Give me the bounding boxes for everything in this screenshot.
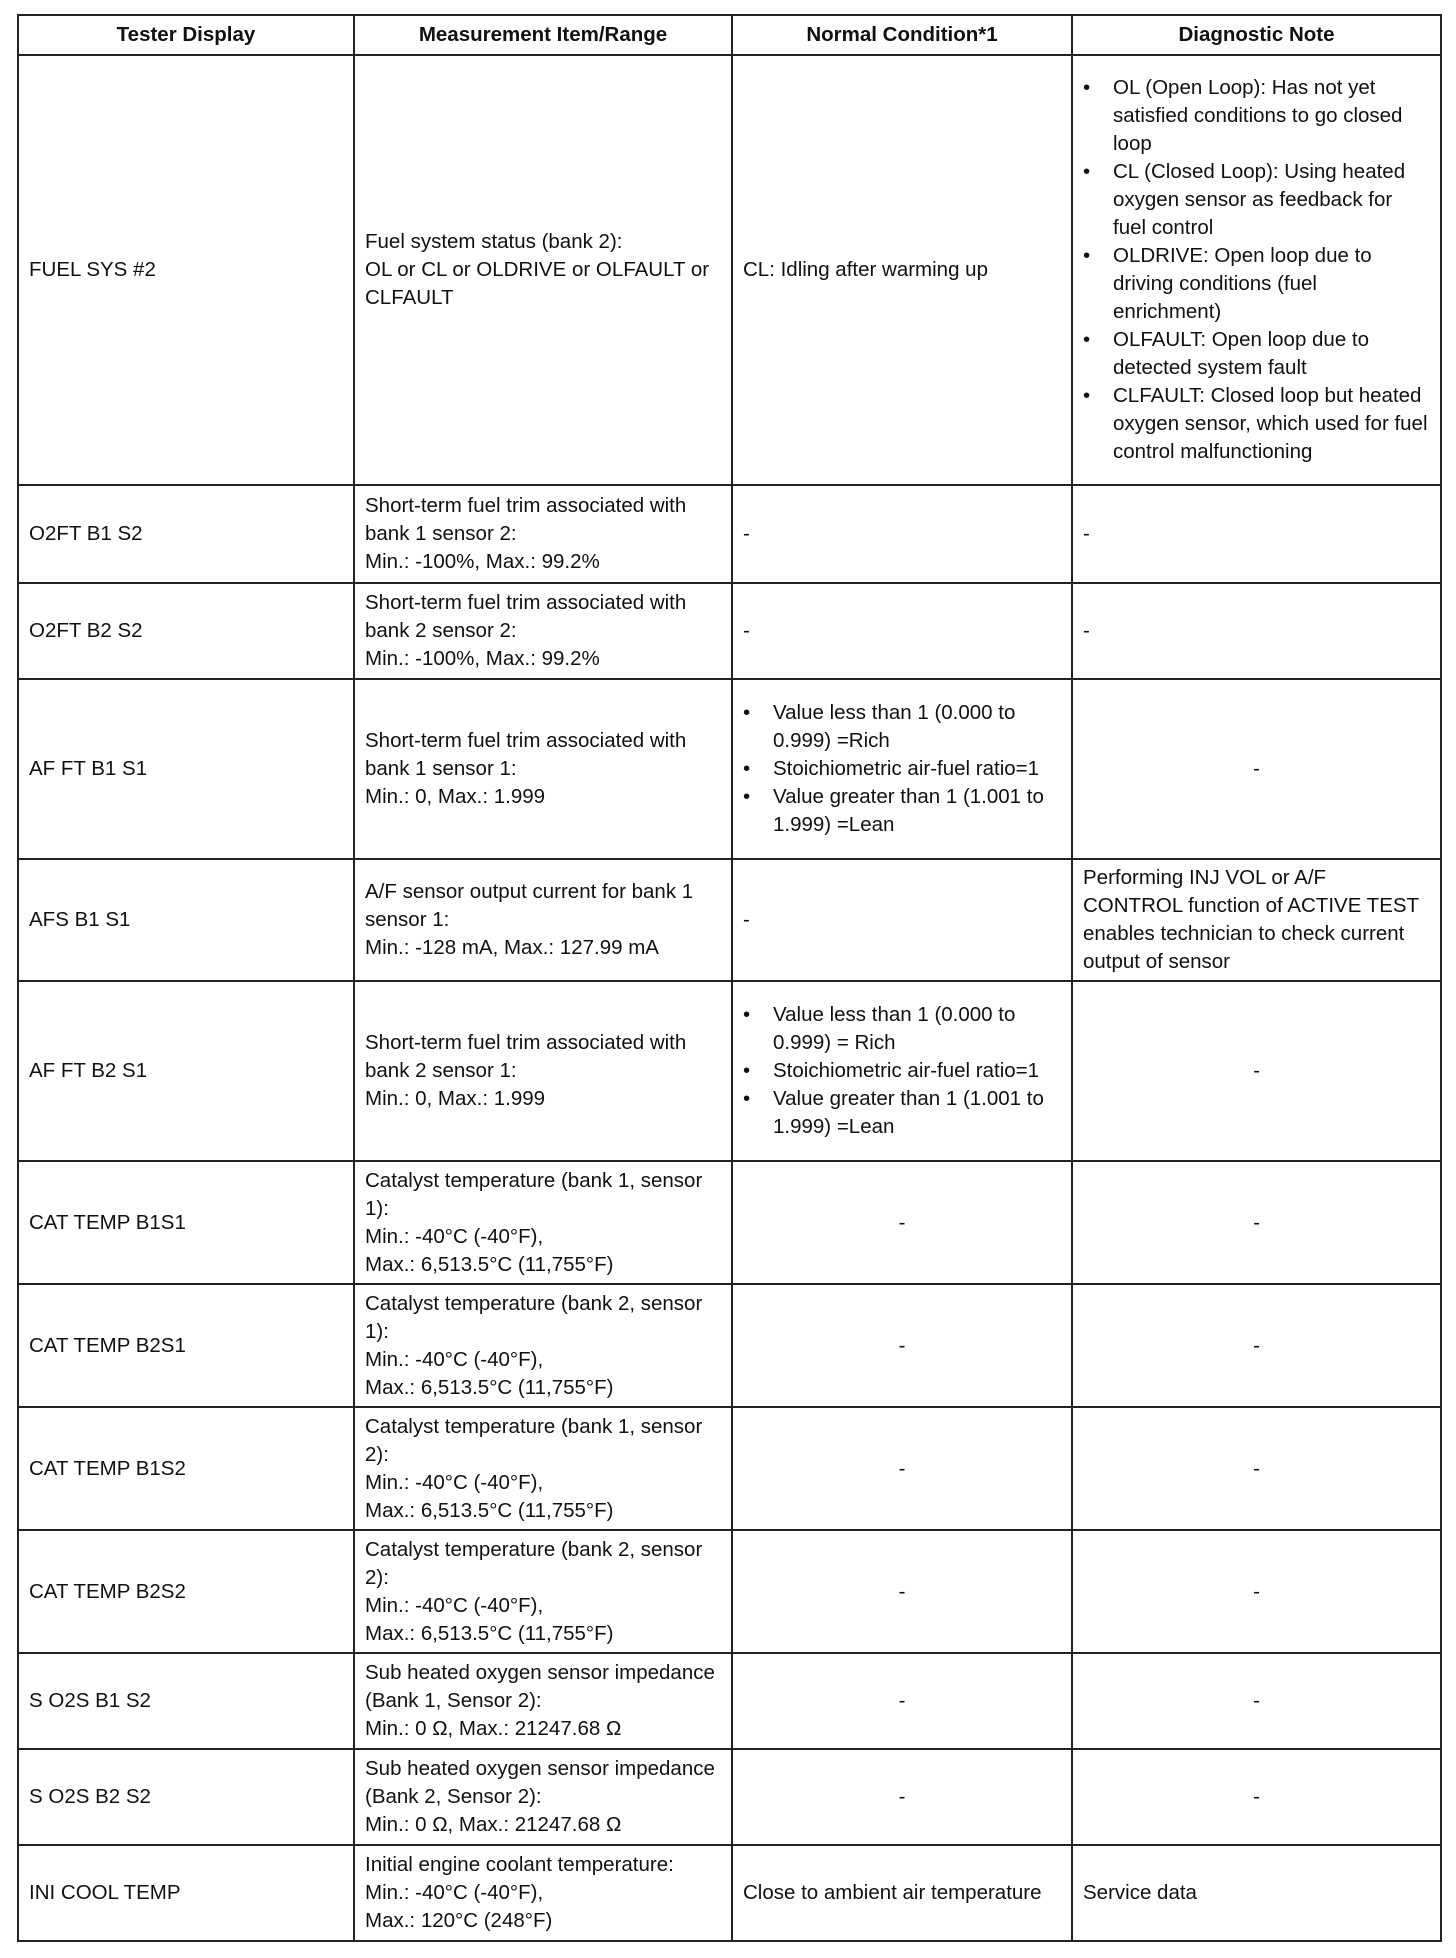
- normal-condition-cell: [732, 859, 1072, 981]
- normal-text: -: [898, 1210, 906, 1234]
- table-row: [18, 1284, 1441, 1407]
- tester-display-cell: S O2S B2 S2: [18, 1749, 354, 1845]
- tester-display-cell: CAT TEMP B1S1: [18, 1161, 354, 1284]
- header-measurement-item: Measurement Item/Range: [354, 15, 732, 55]
- normal-text: -: [898, 1579, 906, 1603]
- measurement-line: Min.: -40°C (-40°F),: [365, 1224, 544, 1248]
- measurement-line: Short-term fuel trim associated with bank 2 sensor 2:: [365, 591, 687, 642]
- note-text: Service data: [1083, 1881, 1197, 1904]
- bullet-item: • CL (Closed Loop): Using heated oxygen sensor as feedback for fuel control: [1113, 158, 1430, 242]
- table-row: [18, 1407, 1441, 1530]
- measurement-line: Catalyst temperature (bank 1, sensor 2):: [365, 1414, 703, 1466]
- measurement-cell: [354, 1749, 732, 1845]
- measurement-line: Min.: -100%, Max.: 99.2%: [365, 550, 600, 573]
- tester-display-cell: INI COOL TEMP: [18, 1845, 354, 1941]
- bullet-item: • Stoichiometric air-fuel ratio=1: [773, 755, 1061, 783]
- normal-text: Close to ambient air temperature: [743, 1881, 1042, 1904]
- measurement-line: Sub heated oxygen sensor impedance (Bank 1, Sensor 2):: [365, 1661, 715, 1712]
- table-row: [18, 859, 1441, 981]
- bullet-item: • Value greater than 1 (1.001 to 1.999) =Lean: [773, 1085, 1061, 1141]
- note-text: -: [1083, 522, 1090, 545]
- measurement-cell: [354, 1161, 732, 1284]
- note-text: -: [1253, 1059, 1260, 1082]
- normal-condition-cell: [732, 981, 1072, 1161]
- normal-text: CL: Idling after warming up: [743, 258, 988, 281]
- measurement-line: Short-term fuel trim associated with bank 2 sensor 1:: [365, 1031, 687, 1082]
- bullet-item: • Value less than 1 (0.000 to 0.999) = Rich: [773, 1001, 1061, 1057]
- measurement-line: Short-term fuel trim associated with bank 1 sensor 1:: [365, 729, 687, 780]
- measurement-line: Catalyst temperature (bank 1, sensor 1):: [365, 1168, 703, 1220]
- table-row: [18, 1749, 1441, 1845]
- note-text: -: [1253, 1579, 1260, 1603]
- normal-text: -: [898, 1333, 906, 1357]
- header-diagnostic-note: Diagnostic Note: [1072, 15, 1441, 55]
- diagnostic-note-cell: [1072, 1284, 1441, 1407]
- measurement-line: Catalyst temperature (bank 2, sensor 1):: [365, 1291, 703, 1343]
- measurement-line: Min.: 0 Ω, Max.: 21247.68 Ω: [365, 1717, 622, 1740]
- bullet-item: • OLDRIVE: Open loop due to driving conditions (fuel enrichment): [1113, 242, 1430, 326]
- tester-display-cell: CAT TEMP B2S1: [18, 1284, 354, 1407]
- measurement-cell: [354, 1653, 732, 1749]
- normal-bullet-list: [743, 1001, 1061, 1141]
- tester-display-cell: S O2S B1 S2: [18, 1653, 354, 1749]
- measurement-line: Min.: -40°C (-40°F),: [365, 1593, 544, 1617]
- normal-condition-cell: [732, 485, 1072, 583]
- normal-text: -: [743, 619, 750, 642]
- note-text: -: [1083, 619, 1090, 642]
- normal-condition-cell: [732, 1407, 1072, 1530]
- table-body: [18, 55, 1441, 1941]
- table-row: [18, 55, 1441, 485]
- diagnostic-note-cell: [1072, 679, 1441, 859]
- measurement-cell: [354, 679, 732, 859]
- bullet-item: • OLFAULT: Open loop due to detected system fault: [1113, 326, 1430, 382]
- table-row: [18, 1161, 1441, 1284]
- measurement-cell: [354, 1845, 732, 1941]
- header-normal-condition: Normal Condition*1: [732, 15, 1072, 55]
- bullet-item: • OL (Open Loop): Has not yet satisfied conditions to go closed loop: [1113, 74, 1430, 158]
- normal-condition-cell: [732, 1653, 1072, 1749]
- normal-condition-cell: [732, 1749, 1072, 1845]
- normal-text: -: [898, 1689, 906, 1712]
- measurement-cell: [354, 1284, 732, 1407]
- measurement-cell: [354, 1530, 732, 1653]
- measurement-line: Max.: 6,513.5°C (11,755°F): [365, 1498, 614, 1522]
- normal-text: -: [743, 522, 750, 545]
- measurement-cell: [354, 485, 732, 583]
- tester-display-cell: AFS B1 S1: [18, 859, 354, 981]
- note-text: -: [1253, 1456, 1260, 1480]
- measurement-line: Max.: 6,513.5°C (11,755°F): [365, 1375, 614, 1399]
- tester-display-cell: CAT TEMP B2S2: [18, 1530, 354, 1653]
- note-bullet-list: [1083, 74, 1430, 466]
- table-header-row: [18, 15, 1441, 55]
- measurement-line: Min.: 0, Max.: 1.999: [365, 1087, 546, 1110]
- measurement-line: Min.: -40°C (-40°F),: [365, 1470, 544, 1494]
- note-text: Performing INJ VOL or A/F CONTROL function of ACTIVE TEST enables technician to check current output of sensor: [1083, 866, 1419, 973]
- diagnostic-note-cell: [1072, 1530, 1441, 1653]
- bullet-item: • CLFAULT: Closed loop but heated oxygen sensor, which used for fuel control malfunctioning: [1113, 382, 1430, 466]
- tester-display-cell: O2FT B2 S2: [18, 583, 354, 679]
- diagnostic-note-cell: [1072, 1749, 1441, 1845]
- table-row: [18, 981, 1441, 1161]
- diagnostic-note-cell: [1072, 1407, 1441, 1530]
- measurement-cell: [354, 859, 732, 981]
- measurement-line: Max.: 6,513.5°C (11,755°F): [365, 1252, 614, 1276]
- normal-text: -: [898, 1456, 906, 1480]
- diagnostic-note-cell: [1072, 583, 1441, 679]
- document-page: [17, 14, 1440, 1942]
- bullet-item: • Value greater than 1 (1.001 to 1.999) =Lean: [773, 783, 1061, 839]
- normal-condition-cell: [732, 679, 1072, 859]
- tester-display-cell: AF FT B1 S1: [18, 679, 354, 859]
- tester-display-cell: CAT TEMP B1S2: [18, 1407, 354, 1530]
- diagnostic-note-cell: [1072, 859, 1441, 981]
- diagnostic-note-cell: [1072, 1161, 1441, 1284]
- measurement-line: Min.: 0, Max.: 1.999: [365, 785, 546, 808]
- diagnostic-note-cell: [1072, 981, 1441, 1161]
- tester-display-cell: O2FT B1 S2: [18, 485, 354, 583]
- normal-condition-cell: [732, 1845, 1072, 1941]
- measurement-line: A/F sensor output current for bank 1 sensor 1:: [365, 880, 694, 931]
- measurement-line: Catalyst temperature (bank 2, sensor 2):: [365, 1537, 703, 1589]
- measurement-cell: [354, 1407, 732, 1530]
- measurement-line: Min.: -40°C (-40°F),: [365, 1881, 544, 1904]
- measurement-cell: [354, 583, 732, 679]
- table-row: [18, 485, 1441, 583]
- note-text: -: [1253, 1689, 1260, 1712]
- note-text: -: [1253, 757, 1260, 780]
- measurement-line: Min.: 0 Ω, Max.: 21247.68 Ω: [365, 1813, 622, 1836]
- bullet-item: • Stoichiometric air-fuel ratio=1: [773, 1057, 1061, 1085]
- measurement-line: Sub heated oxygen sensor impedance (Bank 2, Sensor 2):: [365, 1757, 715, 1808]
- note-text: -: [1253, 1210, 1260, 1234]
- note-text: -: [1253, 1785, 1260, 1808]
- normal-bullet-list: [743, 699, 1061, 839]
- normal-condition-cell: [732, 1284, 1072, 1407]
- table-row: [18, 1653, 1441, 1749]
- note-text: -: [1253, 1333, 1260, 1357]
- measurement-line: Min.: -128 mA, Max.: 127.99 mA: [365, 936, 659, 959]
- diagnostic-note-cell: [1072, 1845, 1441, 1941]
- measurement-line: Max.: 6,513.5°C (11,755°F): [365, 1621, 614, 1645]
- normal-condition-cell: [732, 583, 1072, 679]
- diagnostic-note-cell: [1072, 55, 1441, 485]
- normal-condition-cell: [732, 1161, 1072, 1284]
- normal-text: -: [743, 908, 750, 931]
- normal-condition-cell: [732, 1530, 1072, 1653]
- tester-data-table: [17, 14, 1442, 1942]
- diagnostic-note-cell: [1072, 485, 1441, 583]
- table-row: [18, 1530, 1441, 1653]
- tester-display-cell: AF FT B2 S1: [18, 981, 354, 1161]
- measurement-line: Min.: -40°C (-40°F),: [365, 1347, 544, 1371]
- table-row: [18, 1845, 1441, 1941]
- measurement-line: Short-term fuel trim associated with bank 1 sensor 2:: [365, 494, 687, 545]
- diagnostic-note-cell: [1072, 1653, 1441, 1749]
- measurement-cell: [354, 55, 732, 485]
- header-tester-display: Tester Display: [18, 15, 354, 55]
- measurement-line: Initial engine coolant temperature:: [365, 1853, 674, 1876]
- measurement-line: Min.: -100%, Max.: 99.2%: [365, 647, 600, 670]
- bullet-item: • Value less than 1 (0.000 to 0.999) =Rich: [773, 699, 1061, 755]
- measurement-line: Max.: 120°C (248°F): [365, 1909, 553, 1932]
- normal-text: -: [898, 1785, 906, 1808]
- table-row: [18, 583, 1441, 679]
- normal-condition-cell: [732, 55, 1072, 485]
- tester-display-cell: FUEL SYS #2: [18, 55, 354, 485]
- table-row: [18, 679, 1441, 859]
- measurement-line: Fuel system status (bank 2):: [365, 230, 623, 253]
- measurement-line: OL or CL or OLDRIVE or OLFAULT or CLFAULT: [365, 258, 710, 309]
- measurement-cell: [354, 981, 732, 1161]
